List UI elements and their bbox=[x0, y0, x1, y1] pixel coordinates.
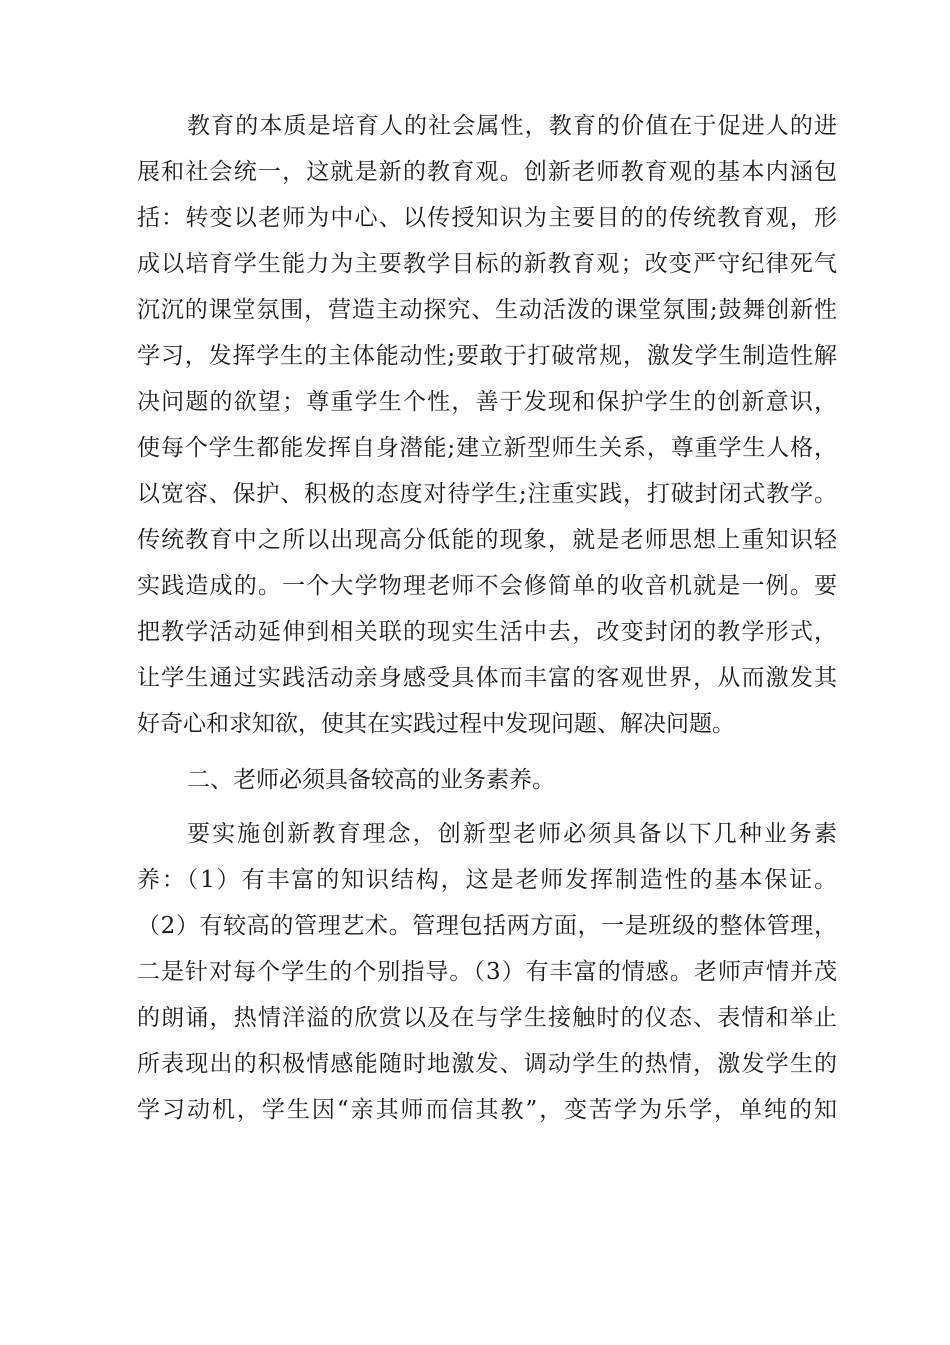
paragraph-1-line-6: 学习，发挥学生的主体能动性;要敢于打破常规，激发学生制造性解 bbox=[137, 343, 837, 369]
paragraph-1-line-3: 括：转变以老师为中心、以传授知识为主要目的的传统教育观，形 bbox=[137, 205, 837, 231]
paragraph-3-line-7: 学习动机，学生因“亲其师而信其教”，变苦学为乐学，单纯的知 bbox=[137, 1097, 837, 1123]
paragraph-3-line-3: （2）有较高的管理艺术。管理包括两方面，一是班级的整体管理， bbox=[137, 913, 837, 939]
paragraph-3-line-4: 二是针对每个学生的个别指导。（3）有丰富的情感。老师声情并茂 bbox=[137, 959, 837, 985]
paragraph-1-line-1: 教育的本质是培育人的社会属性，教育的价值在于促进人的进 bbox=[187, 113, 837, 139]
paragraph-1-line-9: 以宽容、保护、积极的态度对待学生;注重实践，打破封闭式教学。 bbox=[137, 481, 837, 507]
paragraph-3-line-1: 要实施创新教育理念，创新型老师必须具备以下几种业务素 bbox=[187, 821, 837, 847]
paragraph-1-line-7: 决问题的欲望；尊重学生个性，善于发现和保护学生的创新意识， bbox=[137, 389, 837, 415]
paragraph-1-line-13: 让学生通过实践活动亲身感受具体而丰富的客观世界，从而激发其 bbox=[137, 665, 837, 691]
paragraph-1-line-4: 成以培育学生能力为主要教学目标的新教育观；改变严守纪律死气 bbox=[137, 251, 837, 277]
section-heading: 二、老师必须具备较高的业务素养。 bbox=[187, 767, 555, 793]
paragraph-1-line-10: 传统教育中之所以出现高分低能的现象，就是老师思想上重知识轻 bbox=[137, 527, 837, 553]
paragraph-1-line-2: 展和社会统一，这就是新的教育观。创新老师教育观的基本内涵包 bbox=[137, 159, 837, 185]
paragraph-1-line-12: 把教学活动延伸到相关联的现实生活中去，改变封闭的教学形式， bbox=[137, 619, 837, 645]
paragraph-3-line-2: 养：（1）有丰富的知识结构，这是老师发挥制造性的基本保证。 bbox=[137, 867, 837, 893]
paragraph-3-line-5: 的朗诵，热情洋溢的欣赏以及在与学生接触时的仪态、表情和举止 bbox=[137, 1005, 837, 1031]
paragraph-3-line-6: 所表现出的积极情感能随时地激发、调动学生的热情，激发学生的 bbox=[137, 1051, 837, 1077]
paragraph-1-line-5: 沉沉的课堂氛围，营造主动探究、生动活泼的课堂氛围;鼓舞创新性 bbox=[137, 297, 837, 323]
paragraph-1-line-14: 好奇心和求知欲，使其在实践过程中发现问题、解决问题。 bbox=[137, 711, 735, 737]
paragraph-1-line-8: 使每个学生都能发挥自身潜能;建立新型师生关系，尊重学生人格， bbox=[137, 435, 837, 461]
paragraph-1-line-11: 实践造成的。一个大学物理老师不会修简单的收音机就是一例。要 bbox=[137, 573, 837, 599]
